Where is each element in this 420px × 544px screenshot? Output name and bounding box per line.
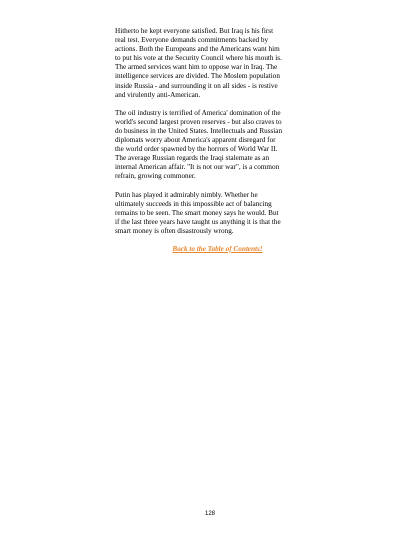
page-number: 128 (204, 511, 215, 517)
paragraph-3: Putin has played it admirably nimbly. Whether he ultimately succeeds in this impossible act of balancing remains to be seen. The smart money says he would. But if the last three years have taught us anything it is that the smart money is often disastrously wrong. (115, 190, 281, 235)
article-body (115, 27, 320, 254)
paragraph-1: Hitherto he kept everyone satisfied. But Iraq is his first real test. Everyone demands commitments backed by actions. Both the Europeans and the Americans want him to put his vote at the Security Council where his mouth is. The armed services want him to oppose war in Iraq. The intelligence services are divided. The Moslem population inside Russia - and surrounding it on all sides - is restive and virulently anti-American. (115, 27, 282, 99)
paragraph-2: The oil industry is terrified of America' domination of the world's second largest proven reserves - but also craves to do business in the United States. Intellectuals and Russian diplomats worry about America's apparent disregard for the world order spawned by the horrors of World War II. The average Russian regards the Iraqi stalemate as an internal American affair. "It is not our war", is a common refrain, growing commoner. (115, 108, 283, 181)
back-to-contents-link[interactable]: Back to the Table of Contents! (172, 244, 263, 253)
